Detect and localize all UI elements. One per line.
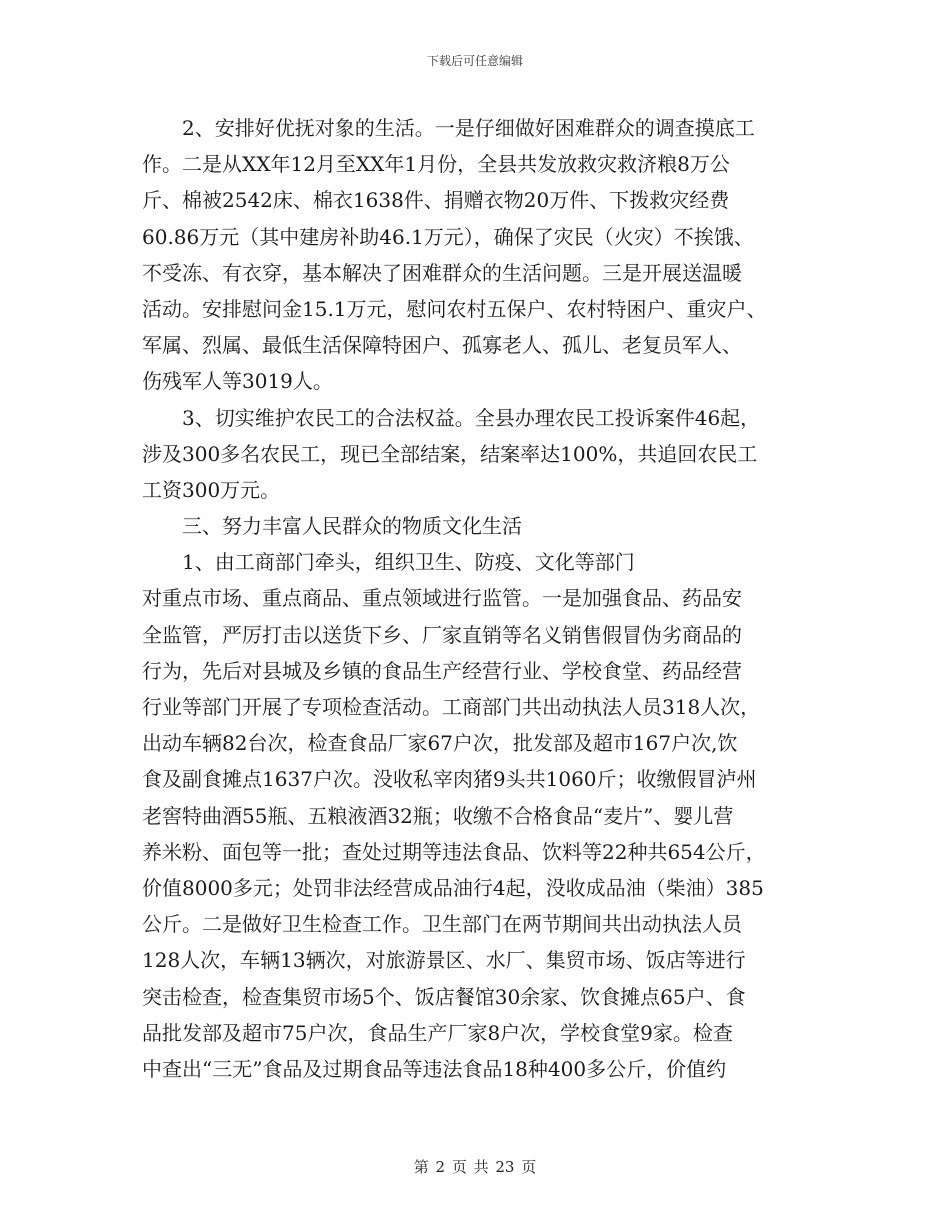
text-line: 三、努力丰富人民群众的物质文化生活 bbox=[182, 514, 522, 539]
text-line: 老窖特曲酒55瓶、五粮液酒32瓶；收缴不合格食品“麦片”、婴儿营 bbox=[142, 803, 734, 828]
text-line: 中查出“三无”食品及过期食品等违法食品18种400多公斤，价值约 bbox=[142, 1056, 727, 1081]
text-line: 活动。安排慰问金15.1万元，慰问农村五保户、农村特困户、重灾户、 bbox=[142, 296, 767, 321]
text-line: 出动车辆82台次，检查食品厂家67户次，批发部及超市167户次,饮 bbox=[142, 731, 738, 756]
text-line: 斤、棉被2542床、棉衣1638件、捐赠衣物20万件、下拨救灾经费 bbox=[142, 188, 730, 213]
text-line: 作。二是从XX年12月至XX年1月份，全县共发放救灾救济粮8万公 bbox=[142, 152, 730, 177]
text-line: 3、切实维护农民工的合法权益。全县办理农民工投诉案件46起， bbox=[182, 405, 761, 430]
text-line: 养米粉、面包等一批；查处过期等违法食品、饮料等22种共654公斤， bbox=[142, 839, 766, 864]
text-line: 公斤。二是做好卫生检查工作。卫生部门在两节期间共出动执法人员 bbox=[142, 912, 742, 937]
text-line: 行业等部门开展了专项检查活动。工商部门共出动执法人员318人次， bbox=[142, 695, 761, 719]
text-line: 品批发部及超市75户次，食品生产厂家8户次，学校食堂9家。检查 bbox=[142, 1020, 733, 1045]
page-header-note: 下载后可任意编辑 bbox=[426, 54, 523, 68]
text-line: 价值8000多元；处罚非法经营成品油行4起，没收成品油（柴油）385 bbox=[142, 875, 764, 900]
text-line: 60.86万元（其中建房补助46.1万元），确保了灾民（火灾）不挨饿、 bbox=[142, 224, 754, 249]
text-line: 对重点市场、重点商品、重点领域进行监管。一是加强食品、药品安 bbox=[142, 586, 742, 611]
text-line: 128人次，车辆13辆次，对旅游景区、水厂、集贸市场、饭店等进行 bbox=[142, 948, 746, 973]
text-line: 食及副食摊点1637户次。没收私宰肉猪9头共1060斤；收缴假冒泸州 bbox=[142, 767, 757, 792]
text-line: 军属、烈属、最低生活保障特困户、孤寡老人、孤儿、老复员军人、 bbox=[142, 333, 742, 358]
text-line: 涉及300多名农民工，现已全部结案，结案率达100%，共追回农民工 bbox=[142, 441, 758, 466]
text-line: 全监管，严厉打击以送货下乡、厂家直销等名义销售假冒伪劣商品的 bbox=[142, 622, 742, 647]
text-line: 2、安排好优抚对象的生活。一是仔细做好困难群众的调查摸底工 bbox=[182, 116, 755, 140]
text-line: 突击检查，检查集贸市场5个、饭店餐馆30余家、饮食摊点65户、食 bbox=[142, 984, 746, 1009]
text-line: 工资300万元。 bbox=[142, 477, 281, 502]
text-line: 伤残军人等3019人。 bbox=[142, 369, 333, 394]
text-line: 1、由工商部门牵头，组织卫生、防疫、文化等部门 bbox=[182, 550, 635, 575]
page-number-footer: 第 2 页 共 23 页 bbox=[413, 1158, 537, 1176]
text-line: 行为，先后对县城及乡镇的食品生产经营行业、学校食堂、药品经营 bbox=[142, 658, 742, 683]
text-line: 不受冻、有衣穿，基本解决了困难群众的生活问题。三是开展送温暖 bbox=[142, 260, 742, 285]
document-body bbox=[142, 110, 818, 1087]
